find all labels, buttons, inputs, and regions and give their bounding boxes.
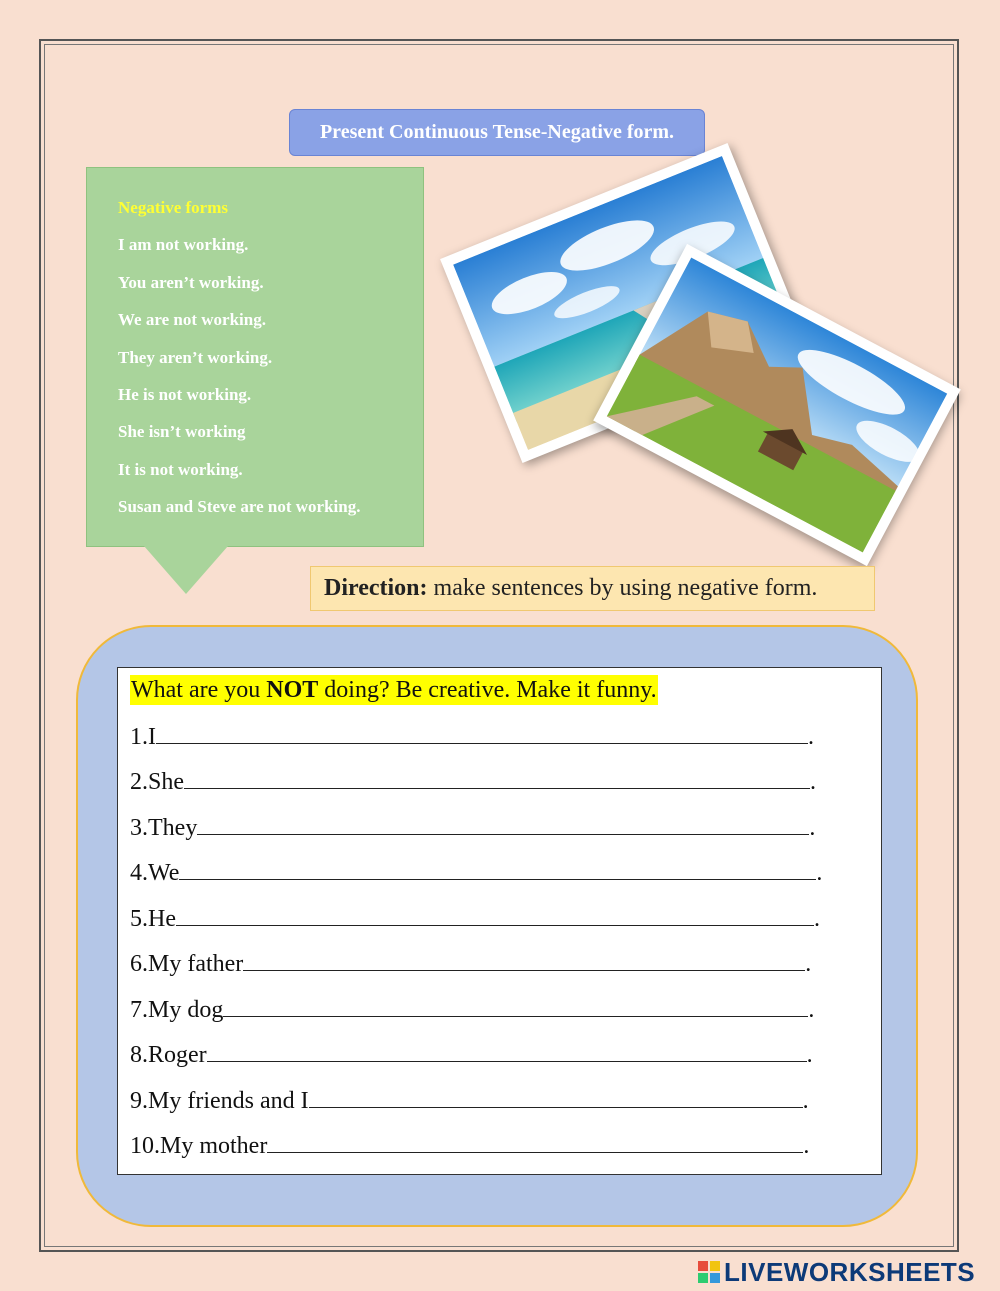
prompt-emphasis: NOT — [266, 677, 319, 703]
item-end: . — [808, 997, 815, 1023]
item-end: . — [813, 906, 820, 932]
answer-blank[interactable] — [207, 1039, 807, 1062]
item-end: . — [802, 1088, 809, 1114]
callout-pointer — [144, 546, 228, 594]
item-label: 9.My friends and I — [130, 1088, 309, 1114]
item-label: 3.They — [130, 815, 198, 841]
direction-label: Direction: — [324, 575, 428, 601]
item-label: 1.I — [130, 724, 156, 750]
item-end: . — [805, 951, 812, 977]
item-label: 10.My mother — [130, 1133, 268, 1159]
liveworksheets-logo-icon — [698, 1261, 720, 1283]
item-end: . — [806, 1042, 813, 1068]
exercise-item — [130, 857, 822, 888]
callout-line: They aren’t working. — [118, 347, 273, 367]
exercise-item — [130, 812, 815, 843]
callout-line: You aren’t working. — [118, 272, 264, 292]
direction-text: make sentences by using negative form. — [427, 575, 818, 601]
item-label: 2.She — [130, 769, 184, 795]
answer-blank[interactable] — [223, 994, 808, 1017]
callout-heading: Negative forms — [118, 198, 228, 217]
liveworksheets-brand — [698, 1258, 975, 1286]
item-label: 8.Roger — [130, 1042, 207, 1068]
exercise-box — [117, 667, 882, 1175]
item-label: 6.My father — [130, 951, 244, 977]
answer-blank[interactable] — [267, 1130, 803, 1153]
item-label: 4.We — [130, 860, 180, 886]
item-end: . — [816, 860, 823, 886]
item-label: 7.My dog — [130, 997, 224, 1023]
answer-blank[interactable] — [176, 903, 814, 926]
exercise-item — [130, 1039, 813, 1070]
exercise-item — [130, 1085, 809, 1116]
callout-line: He is not working. — [118, 384, 252, 404]
exercise-prompt — [130, 675, 658, 705]
callout-line: It is not working. — [118, 459, 243, 479]
direction-box — [310, 566, 875, 611]
answer-blank[interactable] — [243, 948, 805, 971]
callout-line: I am not working. — [118, 235, 249, 255]
exercise-item — [130, 994, 814, 1025]
item-label: 5.He — [130, 906, 176, 932]
exercise-item — [130, 766, 816, 797]
prompt-text: What are you — [131, 677, 267, 703]
brand-name: LIVEWORKSHEETS — [724, 1256, 976, 1287]
item-end: . — [803, 1133, 810, 1159]
exercise-item — [130, 948, 811, 979]
item-end: . — [808, 724, 814, 750]
prompt-text: doing? Be creative. Make it funny. — [318, 677, 657, 703]
answer-blank[interactable] — [156, 721, 808, 744]
callout-line: She isn’t working — [118, 422, 246, 442]
callout-line: We are not working. — [118, 310, 266, 330]
exercise-item — [130, 721, 814, 752]
answer-blank[interactable] — [309, 1085, 803, 1108]
item-end: . — [809, 815, 816, 841]
answer-blank[interactable] — [184, 766, 810, 789]
worksheet-title: Present Continuous Tense-Negative form. — [289, 109, 705, 156]
exercise-item — [130, 903, 820, 934]
item-end: . — [810, 769, 816, 795]
callout-line: Susan and Steve are not working. — [118, 497, 361, 517]
answer-blank[interactable] — [197, 812, 809, 835]
exercise-item — [130, 1130, 809, 1161]
answer-blank[interactable] — [179, 857, 816, 880]
negative-forms-callout — [86, 167, 424, 547]
